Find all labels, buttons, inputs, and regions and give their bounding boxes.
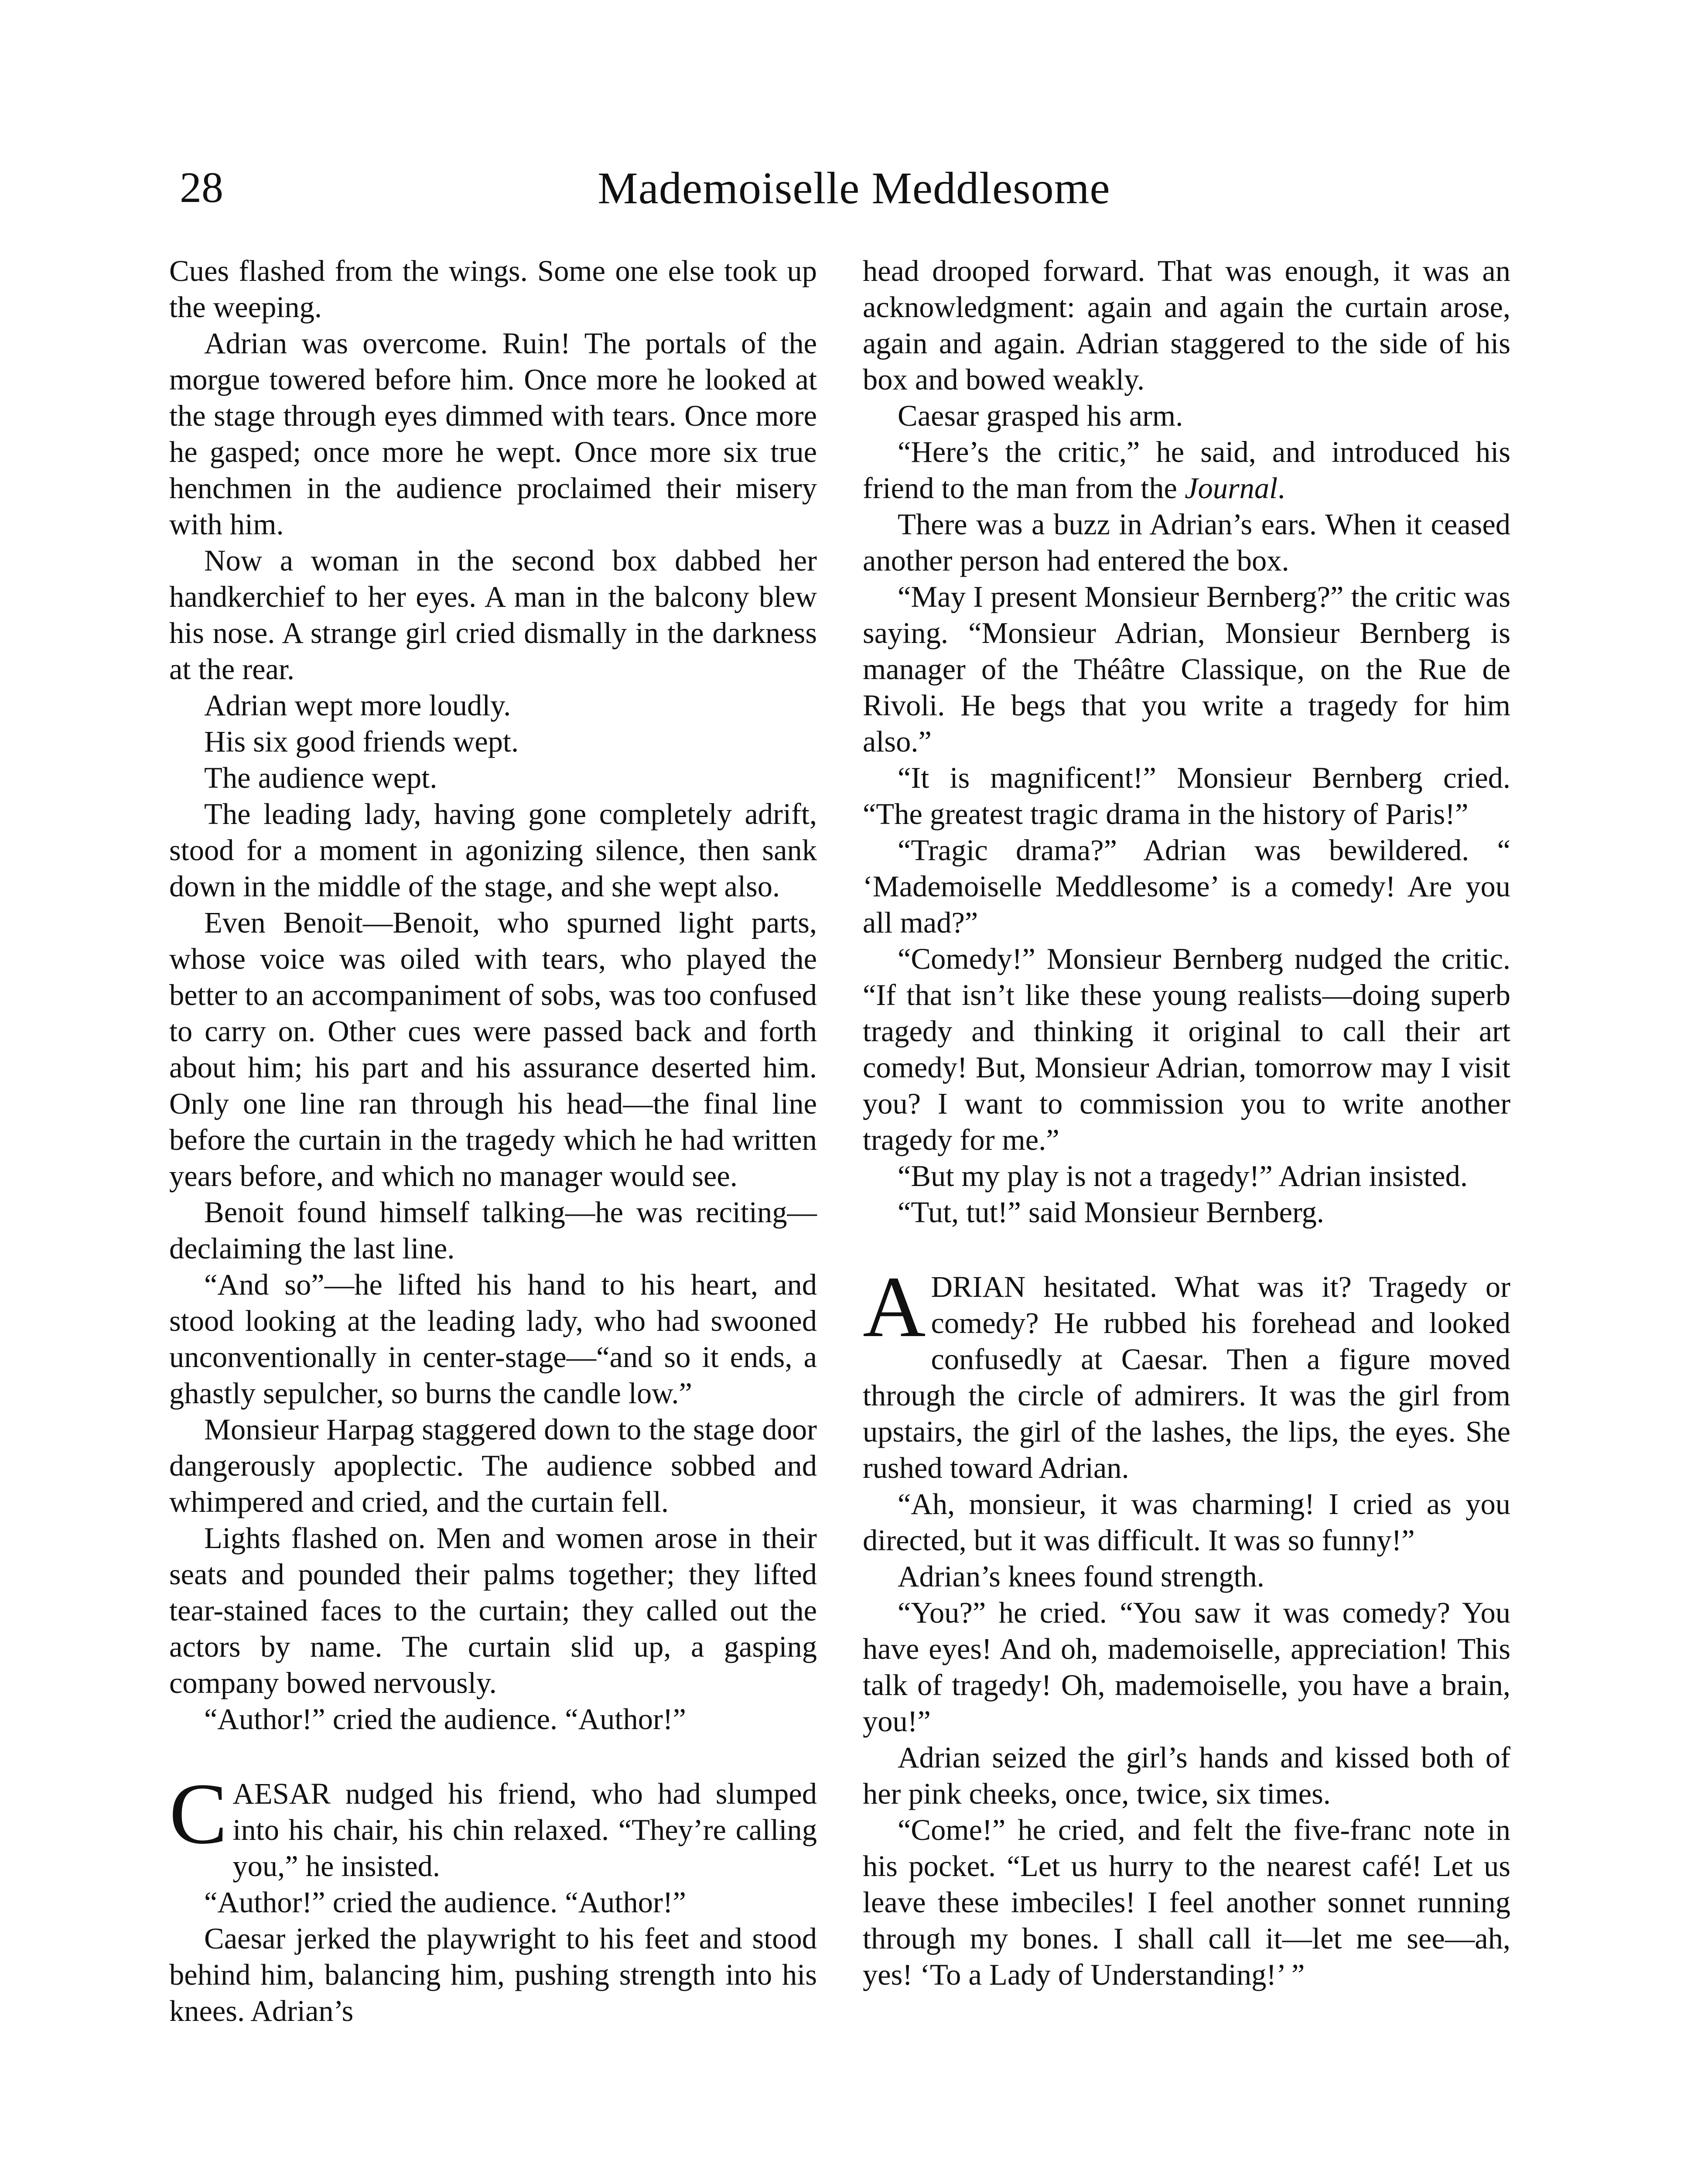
paragraph: “Comedy!” Monsieur Bernberg nudged the critic. “If that isn’t like these young realists—doing superb tragedy and thinking it original to call their art comedy! But, Monsieur Adrian, tomorrow may I visit you? I want to commission you to write another tragedy for me.”	[863, 942, 1510, 1156]
running-title: Mademoiselle Meddlesome	[598, 163, 1110, 213]
paragraph-text: .	[1278, 472, 1285, 505]
section-opening-paragraph	[169, 1766, 817, 1884]
paragraph: “Come!” he cried, and felt the five-franc note in his pocket. “Let us hurry to the nearest café! Let us leave these imbeciles! I feel another sonnet running through my bones. I shall call it—let me see—ah, yes! ‘To a Lady of Understanding!’ ”	[863, 1813, 1510, 1991]
paragraph: Adrian was overcome. Ruin! The portals of the morgue towered before him. Once more he looked at the stage through eyes dimmed with tears. Once more he gasped; once more he wept. Once more six true henchmen in the audience proclaimed their misery with him.	[169, 327, 817, 541]
paragraph: “May I present Monsieur Bernberg?” the critic was saying. “Monsieur Adrian, Monsieur Bernberg is manager of the Théâtre Classique, on the Rue de Rivoli. He begs that you write a tragedy for him also.”	[863, 580, 1510, 758]
page-number: 28	[180, 163, 223, 212]
paragraph: The audience wept.	[204, 761, 437, 794]
paragraph: Caesar jerked the playwright to his feet and stood behind him, balancing him, pushing strength into his knees. Adrian’s	[169, 1922, 817, 2027]
paragraph: “You?” he cried. “You saw it was comedy? You have eyes! And oh, mademoiselle, appreciation! This talk of tragedy! Oh, mademoiselle, you have a brain, you!”	[863, 1596, 1510, 1738]
newspaper-title: Journal	[1185, 472, 1278, 505]
paragraph: Adrian’s knees found strength.	[898, 1560, 1264, 1593]
drop-cap: C	[169, 1766, 228, 1862]
paragraph: Even Benoit—Benoit, who spurned light parts, whose voice was oiled with tears, who played the better to an accompaniment of sobs, was too confused to carry on. Other cues were passed back and forth about him; his part and his assurance deserted him. Only one line ran through his head—the final line before the curtain in the tragedy which he had written years before, and which no manager would see.	[169, 906, 817, 1193]
paragraph: The leading lady, having gone completely adrift, stood for a moment in agonizing silence, then sank down in the middle of the stage, and she wept also.	[169, 797, 817, 903]
paragraph: “Tragic drama?” Adrian was bewildered. “ ‘Mademoiselle Meddlesome’ is a comedy! Are you all mad?”	[863, 834, 1510, 939]
paragraph	[863, 434, 1510, 506]
paragraph: “And so”—he lifted his hand to his heart, and stood looking at the leading lady, who had swooned unconventionally in center-stage—“and so it ends, a ghastly sepulcher, so burns the candle low.”	[169, 1268, 817, 1410]
paragraph: head drooped forward. That was enough, it was an acknowledgment: again and again the curtain arose, again and again. Adrian staggered to the side of his box and bowed weakly.	[863, 254, 1510, 396]
left-column	[169, 253, 817, 2029]
paragraph: “Author!” cried the audience. “Author!”	[204, 1702, 686, 1736]
paragraph: Adrian wept more loudly.	[204, 689, 511, 722]
paragraph: “Ah, monsieur, it was charming! I cried as you directed, but it was difficult. It was so funny!”	[863, 1487, 1510, 1557]
paragraph: His six good friends wept.	[204, 725, 519, 758]
drop-cap: A	[863, 1259, 926, 1355]
paragraph: Caesar grasped his arm.	[898, 399, 1183, 432]
paragraph: Monsieur Harpag staggered down to the stage door dangerously apoplectic. The audience sobbed and whimpered and cried, and the curtain fell.	[169, 1413, 817, 1518]
paragraph: There was a buzz in Adrian’s ears. When it ceased another person had entered the box.	[863, 508, 1510, 577]
paragraph: “Author!” cried the audience. “Author!”	[204, 1886, 686, 1919]
section-opening-paragraph	[863, 1259, 1510, 1486]
paragraph: “But my play is not a tragedy!” Adrian insisted.	[898, 1159, 1468, 1193]
paragraph-text: AESAR nudged his friend, who had slumped into his chair, his chin relaxed. “They’re calling you,” he insisted.	[232, 1777, 817, 1883]
paragraph: Benoit found himself talking—he was reciting—declaiming the last line.	[169, 1196, 817, 1265]
paragraph-text: “Here’s the critic,” he said, and introduced his friend to the man from the	[863, 435, 1510, 505]
paragraph: “Tut, tut!” said Monsieur Bernberg.	[898, 1196, 1324, 1229]
paragraph: “It is magnificent!” Monsieur Bernberg cried. “The greatest tragic drama in the history of Paris!”	[863, 761, 1510, 831]
paragraph: Lights flashed on. Men and women arose in their seats and pounded their palms together; they lifted tear-stained faces to the curtain; they called out the actors by name. The curtain slid up, a gasping company bowed nervously.	[169, 1521, 817, 1699]
paragraph: Adrian seized the girl’s hands and kissed both of her pink cheeks, once, twice, six times.	[863, 1741, 1510, 1810]
paragraph-text: DRIAN hesitated. What was it? Tragedy or comedy? He rubbed his forehead and looked confusedly at Caesar. Then a figure moved through the circle of admirers. It was the girl from upstairs, the girl of the lashes, the lips, the eyes. She rushed toward Adrian.	[863, 1270, 1510, 1484]
paragraph: Cues flashed from the wings. Some one else took up the weeping.	[169, 254, 817, 324]
paragraph: Now a woman in the second box dabbed her handkerchief to her eyes. A man in the balcony blew his nose. A strange girl cried dismally in the darkness at the rear.	[169, 544, 817, 686]
right-column	[863, 253, 1510, 1993]
